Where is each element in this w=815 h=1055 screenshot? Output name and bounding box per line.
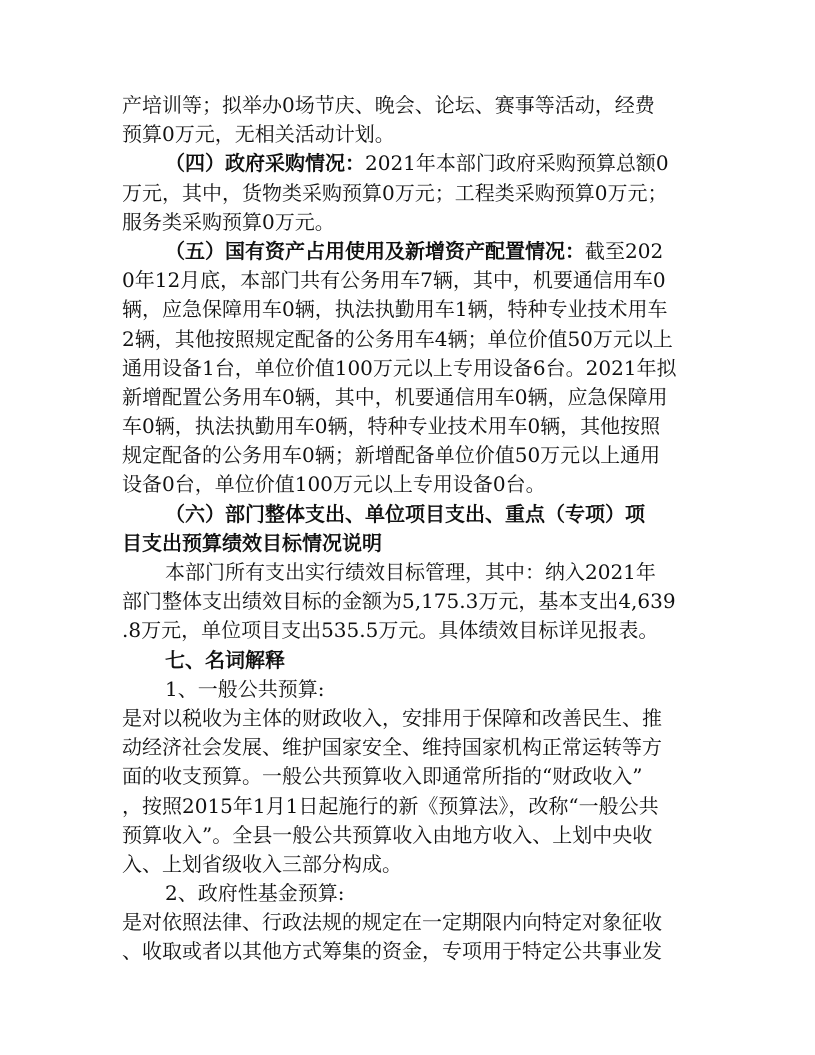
section-heading-assets: （五）国有资产占用使用及新增资产配置情况： bbox=[165, 238, 585, 263]
text-line: 预算0万元，无相关活动计划。 bbox=[122, 122, 395, 147]
paragraph-performance-goals bbox=[122, 500, 694, 646]
text-line: 部门整体支出绩效目标的金额为5,175.3万元，基本支出4,639 bbox=[122, 589, 676, 614]
text-line: 新增配置公务用车0辆，其中，机要通信用车0辆，应急保障用 bbox=[122, 384, 668, 409]
text-line: 面的收支预算。一般公共预算收入即通常所指的“财政收入” bbox=[122, 764, 643, 789]
text-line: 是对依照法律、行政法规的规定在一定期限内向特定对象征收 bbox=[122, 910, 662, 935]
text-line: 0年12月底，本部门共有公务用车7辆，其中，机要通信用车0 bbox=[122, 268, 666, 293]
text-line: 、收取或者以其他方式筹集的资金，专项用于特定公共事业发 bbox=[122, 939, 662, 964]
section-heading-procurement: （四）政府采购情况： bbox=[165, 151, 365, 176]
text-line: 车0辆，执法执勤用车0辆，特种专业技术用车0辆，其他按照 bbox=[122, 414, 661, 439]
text-segment: 截至202 bbox=[585, 238, 664, 263]
text-line: 是对以税收为主体的财政收入，安排用于保障和改善民生、推 bbox=[122, 705, 662, 730]
text-line: 辆，应急保障用车0辆，执法执勤用车1辆，特种专业技术用车 bbox=[122, 297, 668, 322]
term-title: 2、政府性基金预算: bbox=[165, 881, 345, 906]
text-line bbox=[122, 149, 694, 178]
text-line: 动经济社会发展、维护国家安全、维持国家机构正常运转等方 bbox=[122, 735, 662, 760]
text-line: 服务类采购预算0万元。 bbox=[122, 209, 335, 234]
text-line: 设备0台，单位价值100万元以上专用设备0台。 bbox=[122, 472, 546, 497]
section-heading-performance: （六）部门整体支出、单位项目支出、重点（专项）项 bbox=[165, 501, 645, 526]
term-government-fund-budget bbox=[122, 879, 694, 967]
text-line: 产培训等；拟举办0场节庆、晚会、论坛、赛事等活动，经费 bbox=[122, 93, 655, 117]
text-segment: 2021年本部门政府采购预算总额0 bbox=[365, 151, 669, 176]
term-title: 1、一般公共预算: bbox=[165, 676, 325, 701]
text-line: 规定配备的公务用车0辆；新增配备单位价值50万元以上通用 bbox=[122, 443, 661, 468]
paragraph-activity-plan bbox=[122, 91, 694, 149]
text-line: 本部门所有支出实行绩效目标管理，其中：纳入2021年 bbox=[165, 560, 656, 584]
paragraph-government-procurement bbox=[122, 149, 694, 237]
document-body bbox=[122, 91, 694, 967]
text-line: 预算收入”。全县一般公共预算收入由地方收入、上划中央收 bbox=[122, 822, 653, 847]
paragraph-state-assets bbox=[122, 237, 694, 500]
text-line: 万元，其中，货物类采购预算0万元；工程类采购预算0万元； bbox=[122, 180, 668, 205]
text-line: 入、上划省级收入三部分构成。 bbox=[122, 851, 402, 876]
glossary-heading: 七、名词解释 bbox=[165, 647, 285, 672]
text-line bbox=[122, 237, 694, 266]
text-line: 2辆，其他按照规定配备的公务用车4辆；单位价值50万元以上 bbox=[122, 326, 673, 351]
text-line: 通用设备1台，单位价值100万元以上专用设备6台。2021年拟 bbox=[122, 355, 677, 380]
section-heading-glossary bbox=[122, 646, 694, 675]
term-general-public-budget bbox=[122, 675, 694, 879]
text-line: .8万元，单位项目支出535.5万元。具体绩效目标详见报表。 bbox=[122, 618, 659, 643]
text-line: ，按照2015年1月1日起施行的新《预算法》，改称“一般公共 bbox=[122, 793, 659, 818]
section-heading-performance-cont: 目支出预算绩效目标情况说明 bbox=[122, 530, 382, 555]
